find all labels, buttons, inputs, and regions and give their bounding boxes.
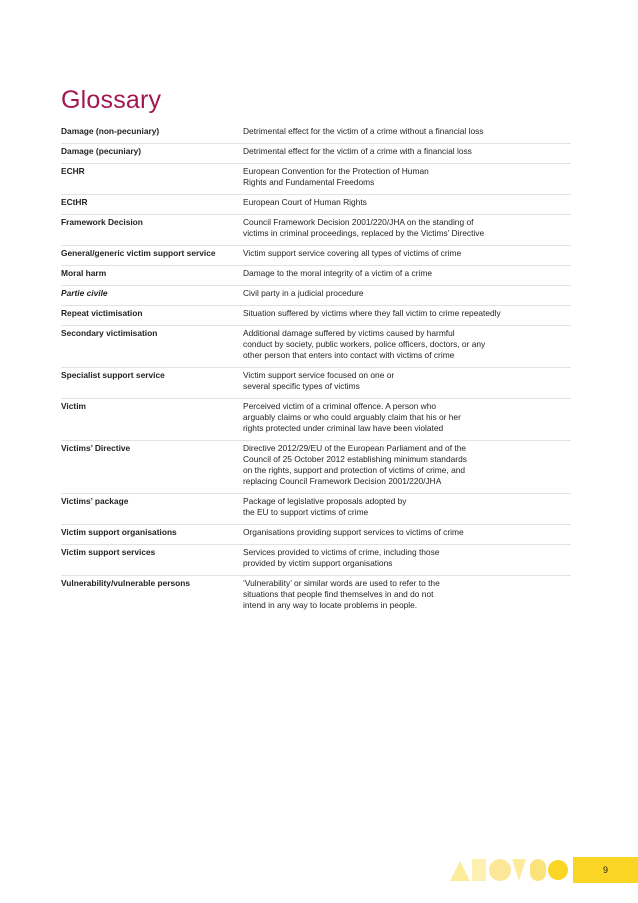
glossary-row — [61, 544, 571, 575]
glossary-term: Victims’ Directive — [61, 443, 131, 453]
glossary-definition: Victim support service focused on one or several specific types of victims — [243, 370, 395, 391]
glossary-row — [61, 575, 571, 617]
glossary-term: Victim support organisations — [61, 527, 177, 537]
glossary-term: ECHR — [61, 166, 85, 176]
glossary-row — [61, 398, 571, 440]
glossary-definition: Organisations providing support services to victims of crime — [243, 527, 464, 537]
glossary-definition: Victim support service covering all types of victims of crime — [243, 248, 462, 258]
glossary-definition: Detrimental effect for the victim of a crime with a financial loss — [243, 146, 472, 156]
glossary-row — [61, 194, 571, 214]
glossary-definition: Directive 2012/29/EU of the European Parliament and of the Council of 25 October 2012 establishing minimum standards on the rights, support and protection of victims of crime, and replacing Council Framework Decision 2001/220/JHA — [243, 443, 467, 486]
glossary-row — [61, 524, 571, 544]
glossary-term: Damage (non-pecuniary) — [61, 126, 160, 136]
glossary-term: Repeat victimisation — [61, 308, 143, 318]
glossary-term: Victims’ package — [61, 496, 129, 506]
page-title: Glossary — [61, 86, 162, 114]
glossary-term: Damage (pecuniary) — [61, 146, 142, 156]
glossary-term: Framework Decision — [61, 217, 143, 227]
glossary-definition: Perceived victim of a criminal offence. A person who arguably claims or who could arguably claim that his or her rights protected under criminal law have been violated — [243, 401, 461, 433]
glossary-row — [61, 163, 571, 194]
glossary-definition: Additional damage suffered by victims caused by harmful conduct by society, public workers, police officers, doctors, or any other person that enters into contact with victims of crime — [243, 328, 486, 360]
glossary-row — [61, 367, 571, 398]
glossary-definition: Services provided to victims of crime, including those provided by victim support organisations — [243, 547, 440, 568]
glossary-definition: Package of legislative proposals adopted by the EU to support victims of crime — [243, 496, 407, 517]
footer-pattern-icon — [446, 857, 571, 883]
glossary-term: Secondary victimisation — [61, 328, 158, 338]
glossary-term: Partie civile — [61, 288, 108, 298]
glossary-row — [61, 245, 571, 265]
glossary-definition: European Court of Human Rights — [243, 197, 367, 207]
glossary-definition: ‘Vulnerability’ or similar words are used to refer to the situations that people find themselves in and do not intend in any way to locate problems in people. — [243, 578, 440, 610]
glossary-row — [61, 285, 571, 305]
glossary-term: Vulnerability/vulnerable persons — [61, 578, 191, 588]
glossary-term: General/generic victim support service — [61, 248, 216, 258]
glossary-row — [61, 493, 571, 524]
glossary-term: Victim — [61, 401, 86, 411]
glossary-row — [61, 214, 571, 245]
glossary-term: Victim support services — [61, 547, 156, 557]
page-number: 9 — [602, 865, 608, 875]
glossary-table — [61, 124, 571, 617]
glossary-definition: Civil party in a judicial procedure — [243, 288, 364, 298]
glossary-definition: Detrimental effect for the victim of a crime without a financial loss — [243, 126, 484, 136]
glossary-row — [61, 124, 571, 143]
glossary-term: Moral harm — [61, 268, 107, 278]
glossary-row — [61, 143, 571, 163]
glossary-row — [61, 325, 571, 367]
glossary-definition: Situation suffered by victims where they fall victim to crime repeatedly — [243, 308, 501, 318]
glossary-row — [61, 305, 571, 325]
glossary-row — [61, 440, 571, 493]
glossary-row — [61, 265, 571, 285]
glossary-definition: Damage to the moral integrity of a victim of a crime — [243, 268, 432, 278]
glossary-definition: European Convention for the Protection of Human Rights and Fundamental Freedoms — [243, 166, 429, 187]
glossary-definition: Council Framework Decision 2001/220/JHA on the standing of victims in criminal proceedings, replaced by the Victims’ Directive — [243, 217, 485, 238]
glossary-term: Specialist support service — [61, 370, 165, 380]
glossary-term: ECtHR — [61, 197, 88, 207]
